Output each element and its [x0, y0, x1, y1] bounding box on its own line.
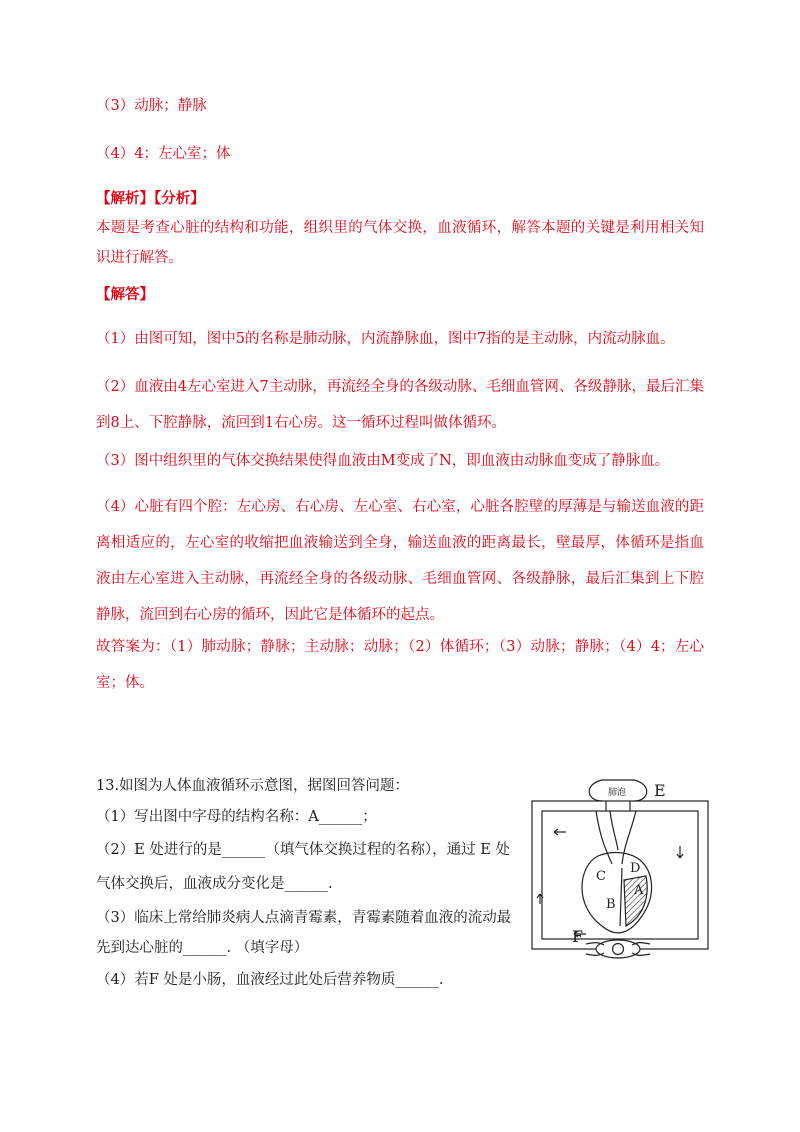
question-1: （1）写出图中字母的结构名称：A______； [96, 809, 377, 825]
solution-paragraph-3: （3）图中组织里的气体交换结果使得血液由M变成了N，即血液由动脉血变成了静脉血。 [96, 453, 670, 469]
question-2-line-1: （2）E 处进行的是______（填气体交换过程的名称），通过 E 处 [96, 842, 510, 858]
lung-alveoli-label: 肺泡 [608, 788, 627, 798]
label-b: B [606, 897, 616, 912]
solution-heading: 【解答】 [96, 286, 154, 303]
question-3-line-2: 先到达心脏的______. （填字母） [96, 940, 309, 956]
analysis-text: 本题是考查心脏的结构和功能，组织里的气体交换，血液循环，解答本题的关键是利用相关知识进行解答。 [96, 220, 704, 266]
question-2-line-2: 气体交换后，血液成分变化是______. [96, 876, 333, 892]
solution-paragraph-2: （2）血液由4左心室进入7主动脉，再流经全身的各级动脉、毛细血管网、各级静脉，最后汇集到8上、下腔静脉，流回到1右心房。这一循环过程叫做体循环。 [96, 379, 704, 431]
answer-line-4: （4）4；左心室；体 [96, 146, 231, 162]
label-a: A [634, 883, 644, 898]
solution-paragraph-1: （1）由图可知，图中5的名称是肺动脉，内流静脉血，图中7指的是主动脉，内流动脉血。 [96, 331, 675, 347]
label-e: E [654, 781, 666, 800]
question-3-line-1: （3）临床上常给肺炎病人点滴青霉素，青霉素随着血液的流动最 [96, 910, 512, 926]
label-c: C [596, 869, 606, 884]
solution-paragraph-4: （4）心脏有四个腔：左心房、右心房、左心室、右心室，心脏各腔壁的厚薄是与输送血液的距离相适应的，左心室的收缩把血液输送到全身，输送血液的距离最长，壁最厚，体循环是指血液由左心室进入主动脉，再流经全身的各级动脉、毛细血管网、各级静脉，最后汇集到上下腔静脉，流回到右心房的循环，因此它是体循环的起点。 [96, 499, 704, 623]
answer-line-3: （3）动脉；静脉 [96, 98, 207, 114]
final-answer: 故答案为：（1）肺动脉；静脉；主动脉；动脉；（2）体循环；（3）动脉；静脉；（4）4；左心室；体。 [96, 639, 704, 691]
question-4: （4）若F 处是小肠，血液经过此处后营养物质______. [96, 972, 444, 988]
blood-circulation-diagram [526, 776, 716, 976]
question-title: 13.如图为人体血液循环示意图，据图回答问题： [96, 778, 410, 794]
label-f: F [572, 927, 584, 946]
label-d: D [630, 861, 641, 876]
analysis-heading: 【解析】【分析】 [96, 190, 205, 207]
